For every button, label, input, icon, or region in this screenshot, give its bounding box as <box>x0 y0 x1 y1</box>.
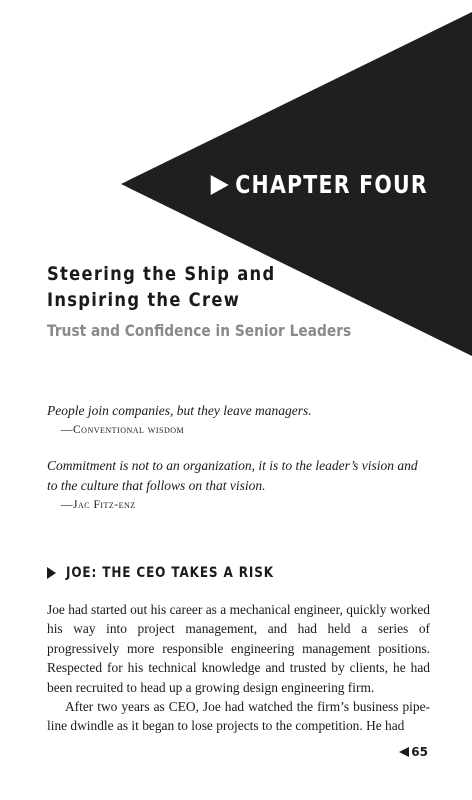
epigraph-attribution: —Conventional wisdom <box>61 424 185 436</box>
body-text <box>47 600 430 736</box>
epigraph-quote: Commitment is not to an organization, it is to the leader’s vision and to the culture that follows on that vision. <box>47 458 418 493</box>
section-arrow-icon <box>47 567 56 579</box>
page-number-text: 65 <box>411 745 428 759</box>
chapter-title-line-2: Inspiring the Crew <box>47 289 241 311</box>
section-heading <box>47 565 308 581</box>
body-paragraph: After two years as CEO, Joe had watched the firm’s business pipe-line dwindle as it began to lose projects to the competition. He had <box>47 699 430 734</box>
epigraph-attribution: —Jac Fitz-enz <box>61 499 136 511</box>
chapter-title-block <box>47 261 401 340</box>
chapter-label <box>211 170 428 199</box>
epigraphs <box>47 401 431 514</box>
page-number <box>399 745 428 759</box>
chapter-title-line-1: Steering the Ship and <box>47 263 276 285</box>
epigraph-quote: People join companies, but they leave managers. <box>47 403 312 418</box>
chapter-label-text: CHAPTER FOUR <box>235 170 428 199</box>
chapter-arrow-icon <box>211 175 229 195</box>
section-heading-text: JOE: THE CEO TAKES A RISK <box>66 565 274 581</box>
body-paragraph: Joe had started out his career as a mechanical engineer, quickly worked his way into project management, and had held a series of progressively more responsible engineering management positions. Respected for his technical knowledge and trusted by clients, he had been recruited to head up a growing design engineering firm. <box>47 602 430 695</box>
page-number-arrow-icon <box>399 747 409 757</box>
chapter-subtitle: Trust and Confidence in Senior Leaders <box>47 321 352 340</box>
